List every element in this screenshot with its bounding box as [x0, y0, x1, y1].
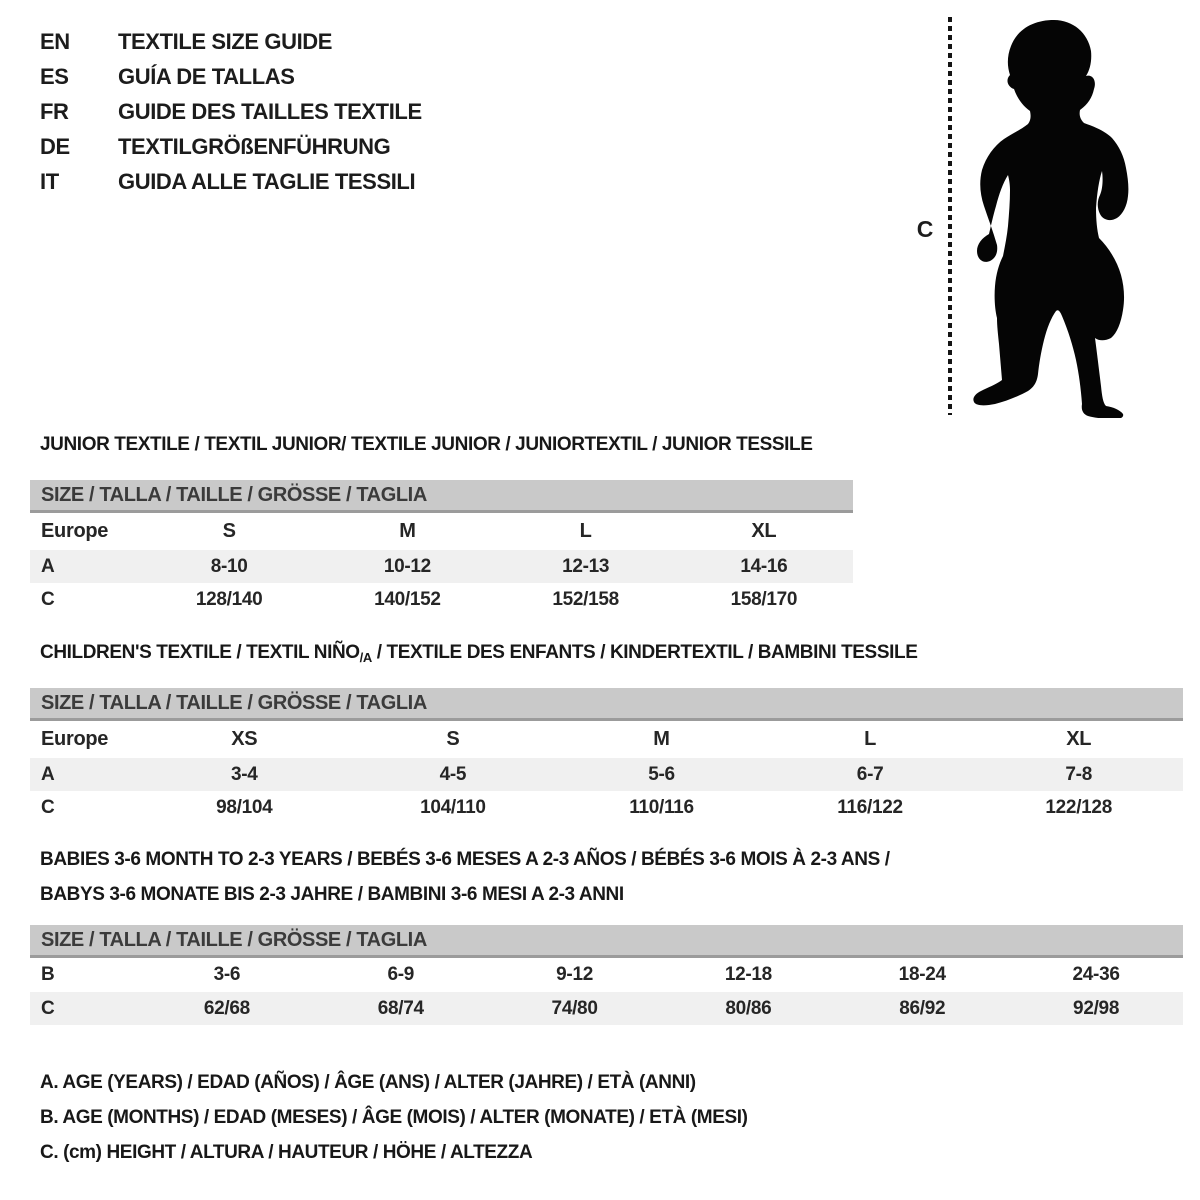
- table-row-age: [30, 550, 853, 583]
- table-cell: 4-5: [439, 763, 467, 785]
- table-cell: S: [222, 520, 236, 542]
- table-cell: Europe: [41, 728, 109, 750]
- table-cell: 122/128: [1045, 796, 1112, 818]
- language-title: GUIDA ALLE TAGLIE TESSILI: [118, 168, 416, 194]
- language-code: EN: [40, 28, 70, 54]
- table-cell: 24-36: [1072, 964, 1120, 985]
- language-code: DE: [40, 133, 70, 159]
- table-cell: 3-4: [231, 763, 258, 785]
- language-title: TEXTILGRÖßENFÜHRUNG: [118, 133, 391, 159]
- language-title: GUIDE DES TAILLES TEXTILE: [118, 98, 422, 124]
- table-cell: C: [41, 588, 55, 610]
- table-cell: 80/86: [725, 997, 772, 1019]
- table-cell: 158/170: [730, 588, 798, 610]
- table-cell: C: [41, 796, 55, 818]
- table-cell: S: [446, 728, 460, 750]
- babies-section-heading-line1: BABIES 3-6 MONTH TO 2-3 YEARS / BEBÉS 3-6 MESES A 2-3 AÑOS / BÉBÉS 3-6 MOIS À 2-3 ANS /: [40, 849, 890, 870]
- table-cell: 116/122: [837, 796, 903, 818]
- table-cell: M: [399, 520, 416, 542]
- table-cell: 12-13: [562, 555, 610, 577]
- table-cell: 14-16: [740, 555, 788, 577]
- table-cell: 8-10: [210, 555, 248, 577]
- table-cell: 18-24: [898, 964, 946, 985]
- babies-size-header-bar: SIZE / TALLA / TAILLE / GRÖSSE / TAGLIA: [30, 925, 1183, 958]
- table-cell: 12-18: [724, 964, 772, 985]
- language-code: IT: [40, 168, 59, 194]
- children-heading-text: / TEXTILE DES ENFANTS / KINDERTEXTIL / BAMBINI TESSILE: [371, 642, 918, 663]
- language-code: ES: [40, 63, 69, 89]
- table-cell: A: [41, 763, 55, 785]
- legend-line-age-years: A. AGE (YEARS) / EDAD (AÑOS) / ÂGE (ANS) / ALTER (JAHRE) / ETÀ (ANNI): [40, 1072, 696, 1093]
- table-cell: A: [41, 555, 55, 577]
- table-cell: 86/92: [899, 997, 946, 1019]
- table-cell: 7-8: [1065, 763, 1092, 785]
- table-cell: 152/158: [552, 588, 619, 610]
- table-row-height: [30, 791, 1183, 824]
- babies-section-heading-line2: BABYS 3-6 MONATE BIS 2-3 JAHRE / BAMBINI 3-6 MESI A 2-3 ANNI: [40, 884, 624, 905]
- language-row-es: [40, 59, 422, 94]
- junior-size-table: [30, 513, 853, 616]
- language-title-list: [40, 24, 422, 199]
- table-cell: XS: [231, 728, 258, 750]
- table-cell: B: [41, 964, 55, 985]
- table-cell: 92/98: [1073, 997, 1120, 1019]
- table-cell: 68/74: [377, 997, 424, 1019]
- language-row-en: [40, 24, 422, 59]
- table-cell: 74/80: [551, 997, 598, 1019]
- table-cell: XL: [751, 520, 777, 542]
- table-cell: 104/110: [420, 796, 486, 818]
- children-section-heading: [40, 642, 917, 665]
- toddler-silhouette-icon: [967, 18, 1137, 418]
- children-size-table: [30, 721, 1183, 824]
- table-cell: Europe: [41, 520, 109, 542]
- table-cell: M: [653, 728, 670, 750]
- children-heading-subscript: /A: [359, 650, 372, 665]
- height-measure-dashed-line: [948, 17, 952, 415]
- language-title: GUÍA DE TALLAS: [118, 63, 295, 89]
- junior-size-header-bar: SIZE / TALLA / TAILLE / GRÖSSE / TAGLIA: [30, 480, 853, 513]
- table-cell: XL: [1066, 728, 1092, 750]
- table-cell: 62/68: [203, 997, 250, 1019]
- legend-line-age-months: B. AGE (MONTHS) / EDAD (MESES) / ÂGE (MOIS) / ALTER (MONATE) / ETÀ (MESI): [40, 1107, 748, 1128]
- table-cell: 6-9: [387, 964, 415, 985]
- table-cell: 3-6: [213, 964, 241, 985]
- table-cell: 9-12: [556, 964, 593, 985]
- language-row-it: [40, 164, 422, 199]
- babies-size-table: [30, 958, 1183, 1025]
- legend-line-height: C. (cm) HEIGHT / ALTURA / HAUTEUR / HÖHE / ALTEZZA: [40, 1142, 533, 1163]
- table-cell: 98/104: [216, 796, 273, 818]
- table-cell: 140/152: [374, 588, 441, 610]
- language-row-fr: [40, 94, 422, 129]
- language-row-de: [40, 129, 422, 164]
- table-cell: 5-6: [648, 763, 675, 785]
- table-row-age: [30, 758, 1183, 791]
- table-cell: L: [864, 728, 877, 750]
- table-cell: 128/140: [195, 588, 263, 610]
- junior-section-heading: JUNIOR TEXTILE / TEXTIL JUNIOR/ TEXTILE JUNIOR / JUNIORTEXTIL / JUNIOR TESSILE: [40, 434, 813, 455]
- table-row-height: [30, 583, 853, 616]
- table-cell: 110/116: [629, 796, 694, 818]
- table-cell: C: [41, 997, 55, 1019]
- children-heading-text: CHILDREN'S TEXTILE / TEXTIL NIÑO: [40, 642, 360, 663]
- language-code: FR: [40, 98, 69, 124]
- language-title: TEXTILE SIZE GUIDE: [118, 28, 333, 54]
- height-measure-label: C: [916, 216, 934, 242]
- table-row-months: [30, 958, 1183, 992]
- table-cell: L: [579, 520, 592, 542]
- table-header-row: [30, 721, 1183, 758]
- table-row-height: [30, 992, 1183, 1025]
- table-header-row: [30, 513, 853, 550]
- children-size-header-bar: SIZE / TALLA / TAILLE / GRÖSSE / TAGLIA: [30, 688, 1183, 721]
- table-cell: 6-7: [856, 763, 884, 785]
- table-cell: 10-12: [383, 555, 431, 577]
